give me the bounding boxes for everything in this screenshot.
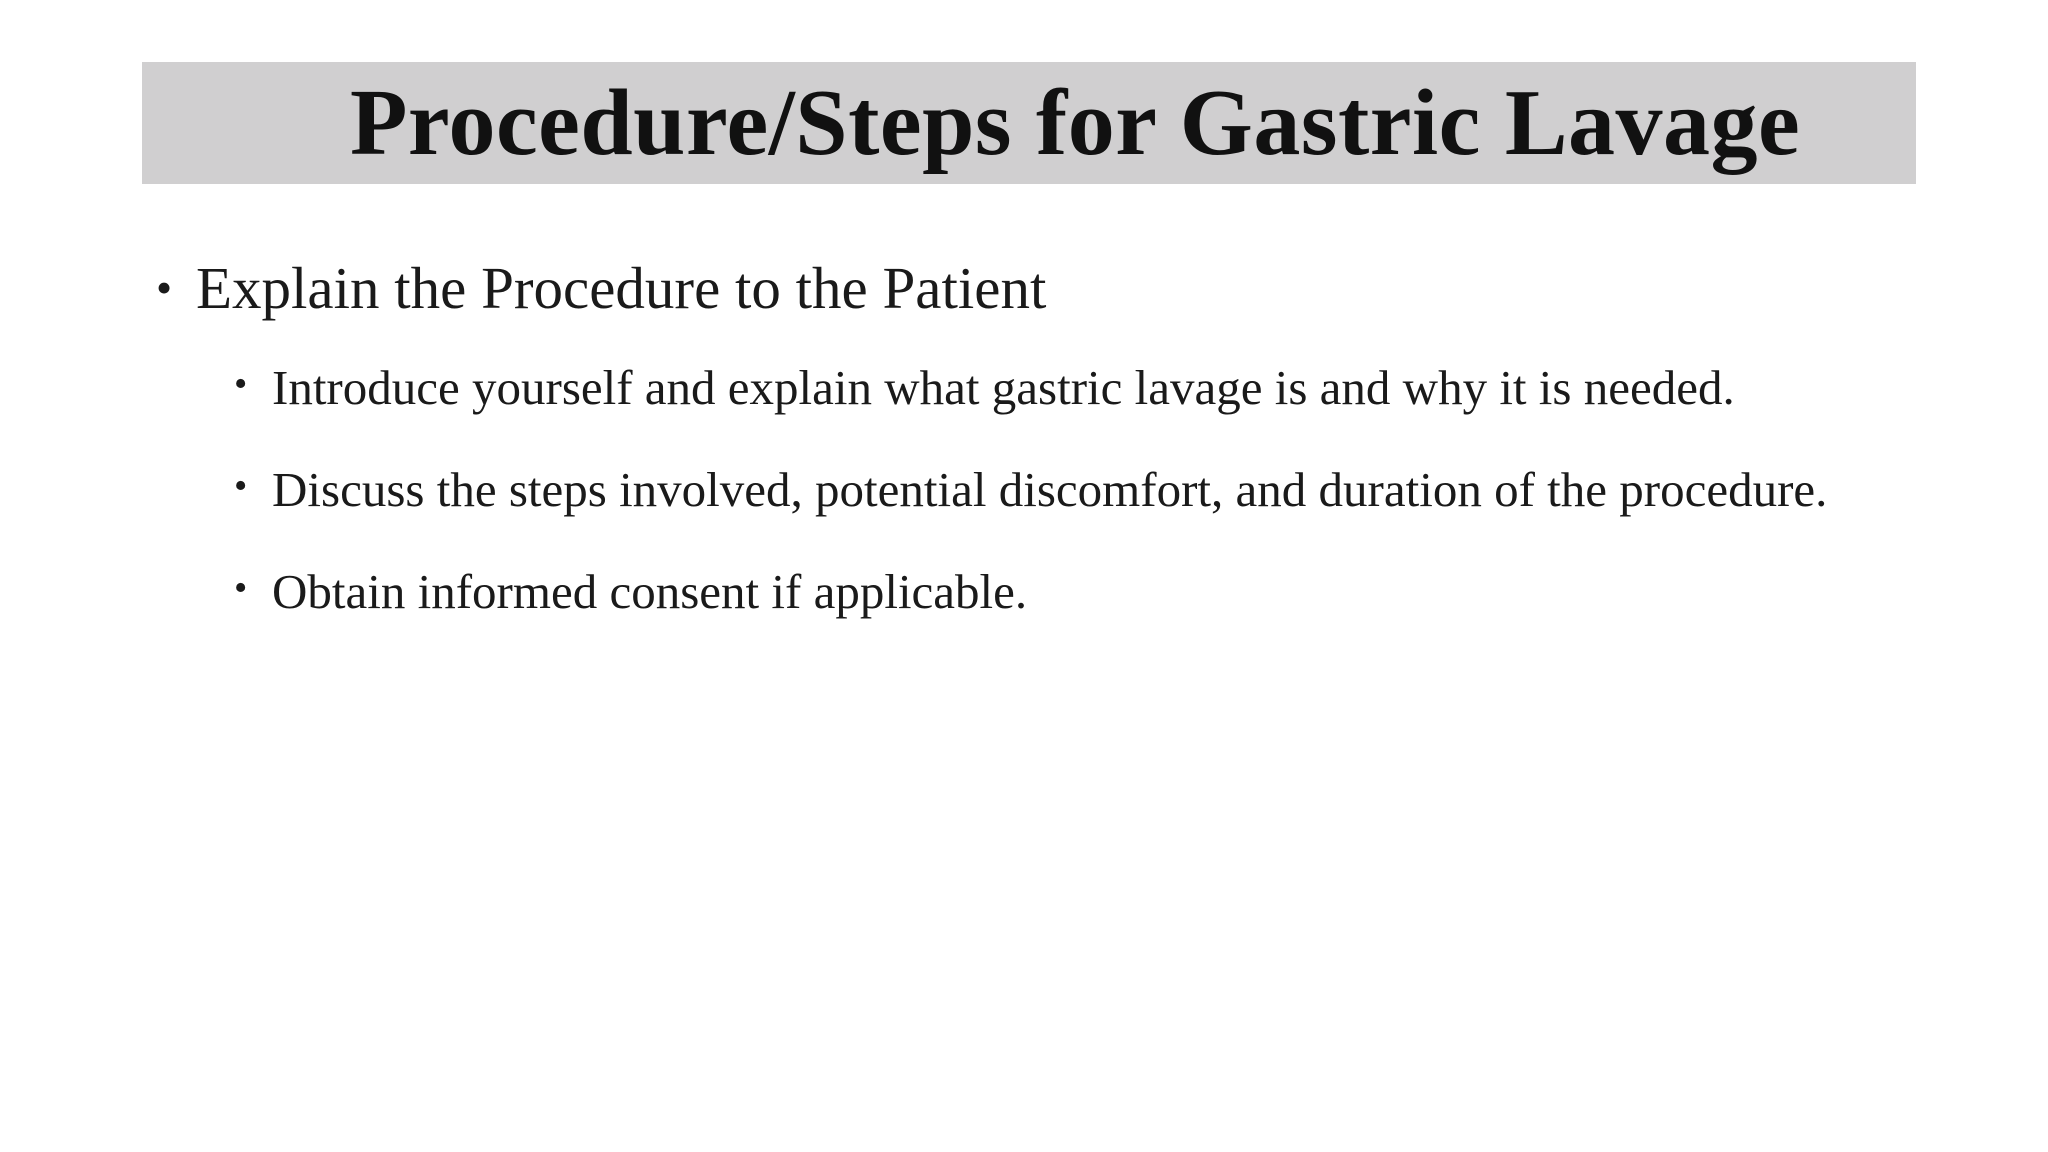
sub-bullet-dot: •: [234, 567, 248, 609]
sub-bullet-discuss-steps: [234, 444, 1912, 536]
sub-bullet-text: Introduce yourself and explain what gastric lavage is and why it is needed.: [272, 360, 1735, 415]
slide-title: Procedure/Steps for Gastric Lavage: [350, 71, 1801, 175]
sub-bullet-dot: •: [234, 465, 248, 507]
bullet-list: [156, 244, 1916, 648]
sub-bullet-list: [156, 342, 1916, 638]
bullet-dot: •: [156, 262, 173, 313]
sub-bullet-consent: [234, 546, 1912, 638]
bullet-text: Explain the Procedure to the Patient: [196, 255, 1047, 321]
sub-bullet-dot: •: [234, 363, 248, 405]
sub-bullet-text: Discuss the steps involved, potential discomfort, and duration of the procedure.: [272, 462, 1828, 517]
bullet-item-explain-procedure: [156, 244, 1916, 332]
sub-bullet-introduce: [234, 342, 1912, 434]
sub-bullet-text: Obtain informed consent if applicable.: [272, 564, 1028, 619]
